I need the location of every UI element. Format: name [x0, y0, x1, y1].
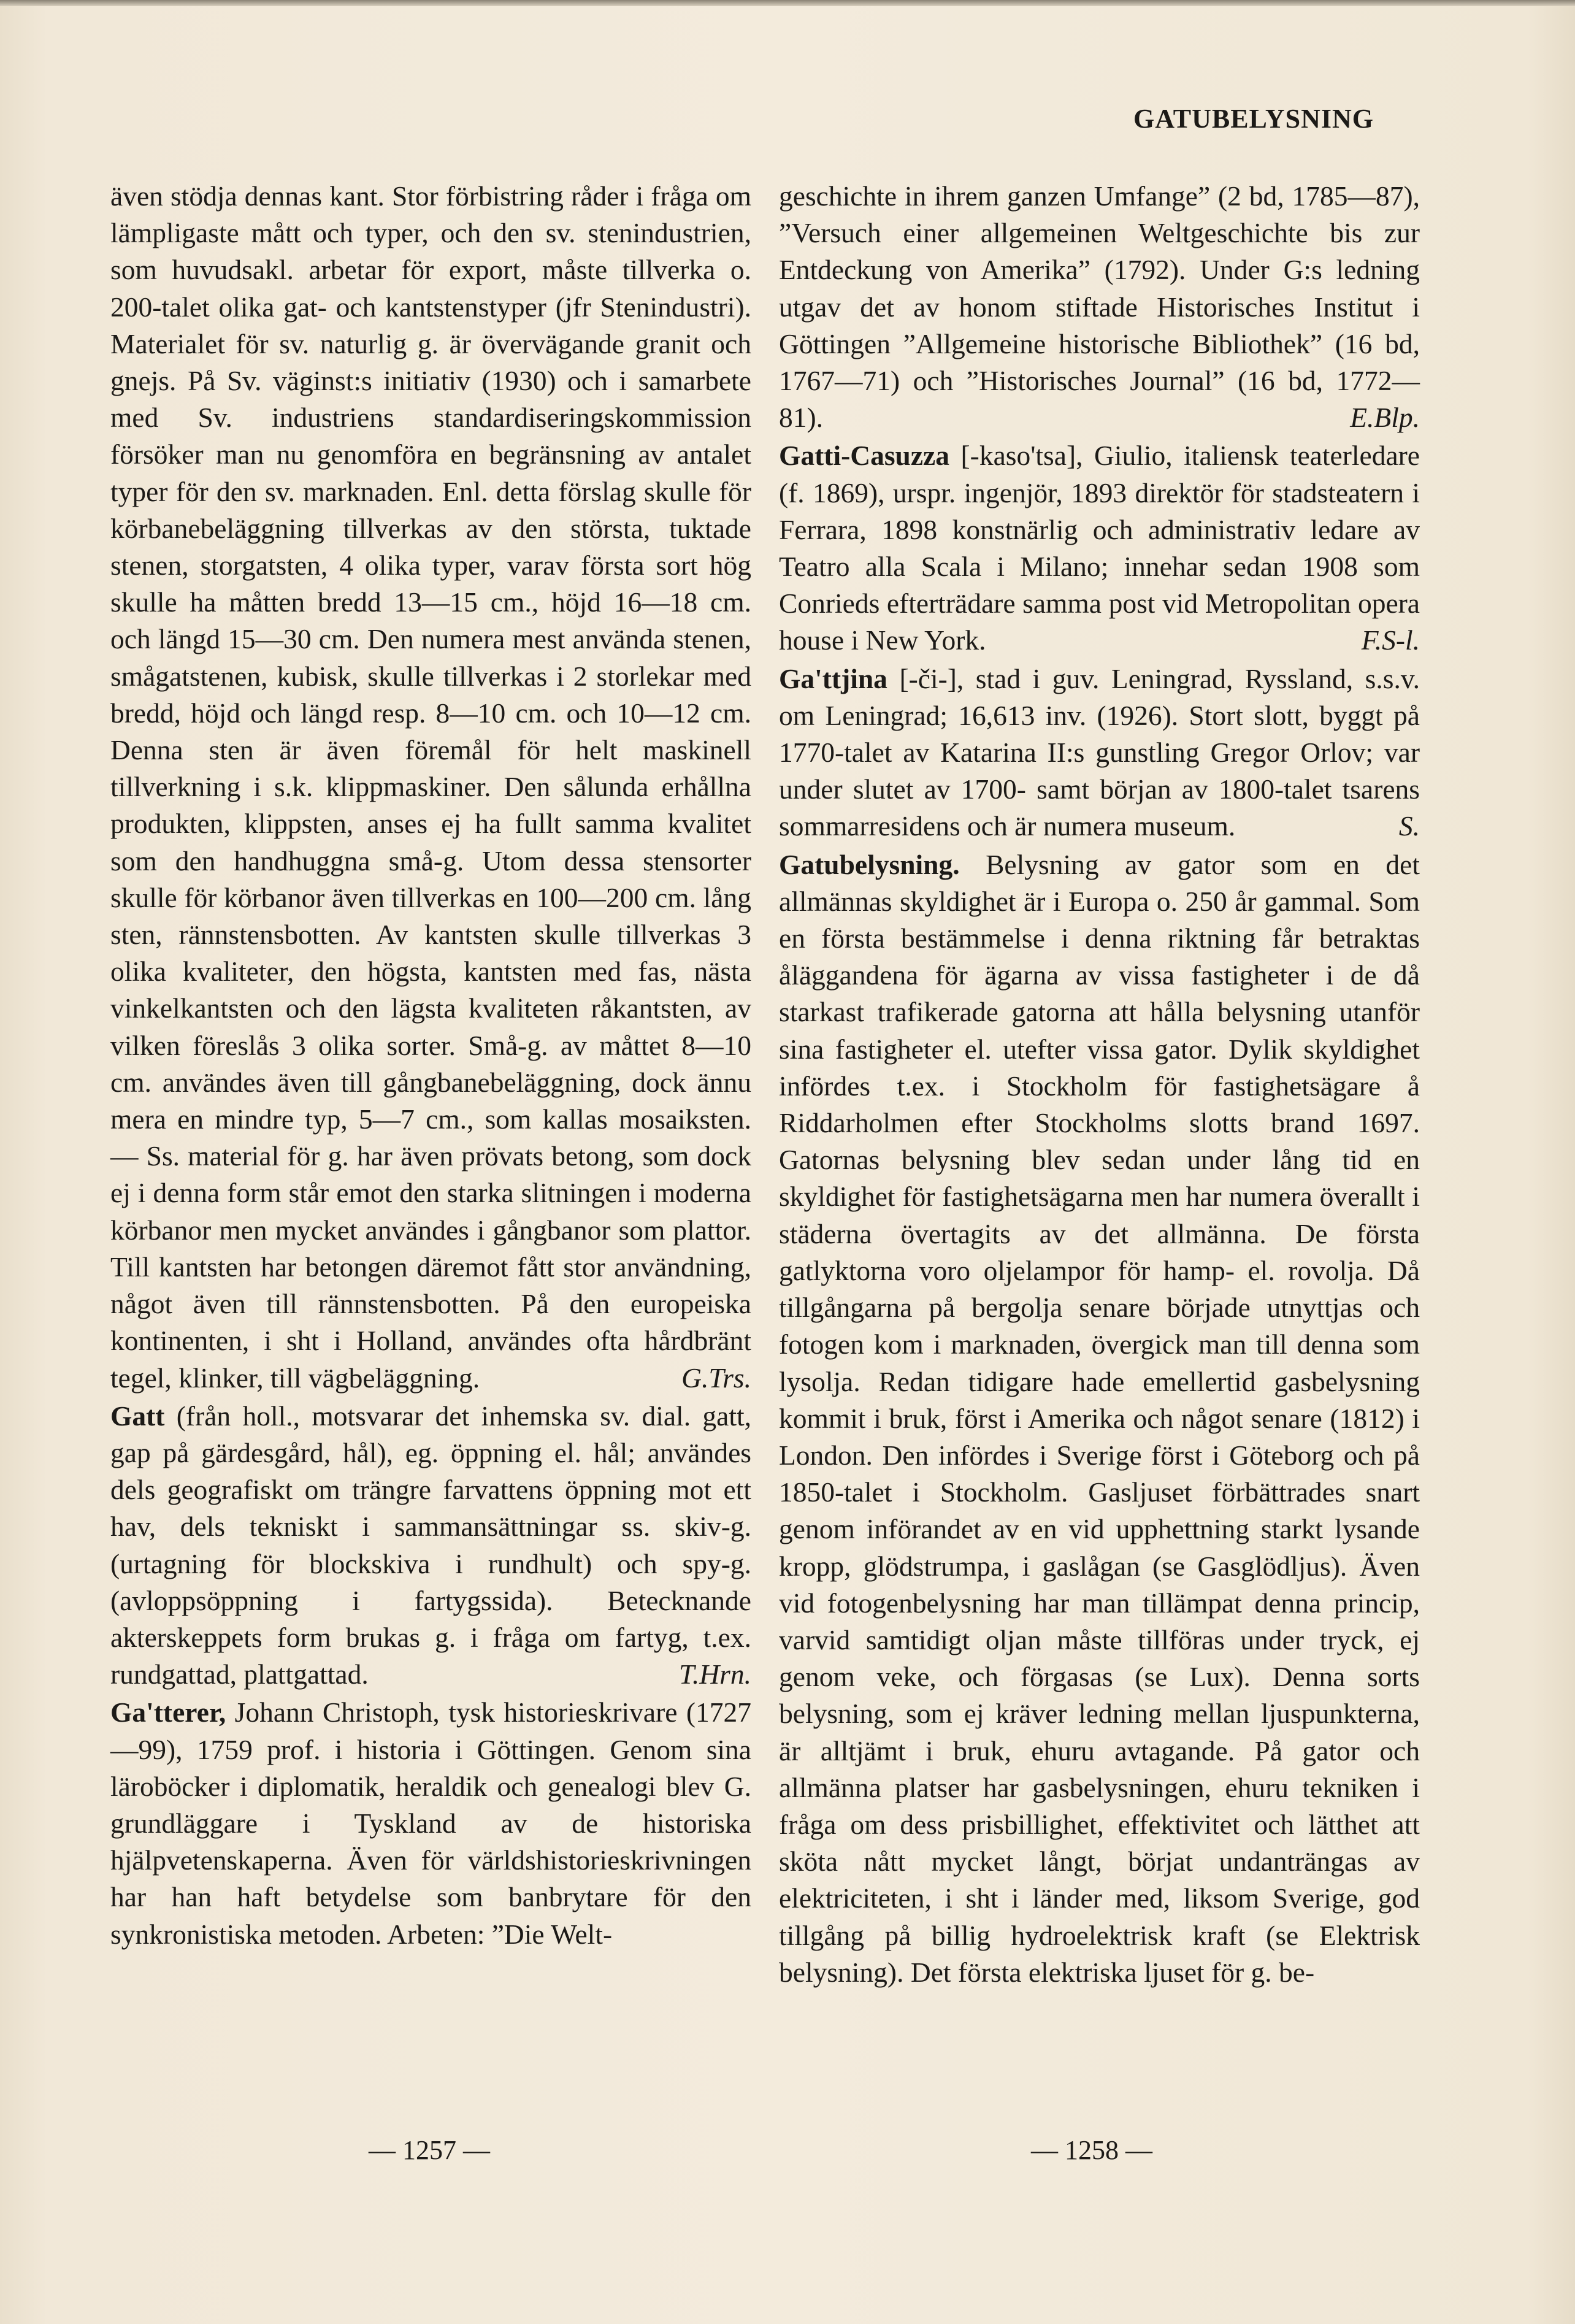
entry-text: Belysning av gator som en det allmännas skyldighet är i Europa o. 250 år gammal. Som en första bestämmelse i denna riktning får betraktas åläggandena för ägarna av vissa fastigheter i de då starkast trafikerade gatorna att hålla belysning utanför sina fastigheter el. utefter vissa gator. Dylik skyldighet infördes t.ex. i Stockholm för fastighetsägare å Riddarholmen efter Stockholms slotts brand 1697. Gatornas belysning blev sedan under lång tid en skyldighet för fastighetsägarna men har numera överallt i städerna övertagits av det allmänna. De första gatlyktorna voro oljelampor för hamp- el. rovolja. Då tillgångarna på bergolja senare började utnyttjas och fotogen kom i marknaden, övergick man till denna som lysolja. Redan tidigare hade emellertid gasbelysning kommit i bruk, först i Amerika och något senare (1812) i London. Den infördes i Sverige först i Göteborg och på 1850-talet i Stockholm. Gasljuset förbättrades snart genom införandet av en vid upphettning starkt lysande kropp, glödstrumpa, i gaslågan (se Gasglödljus). Även vid fotogenbelysning har man tillämpat denna princip, varvid samtidigt oljan måste tillföras under tryck, ej genom veke, och förgasas (se Lux). Denna sorts belysning, som ej kräver ledning mellan ljuspunkterna, är alltjämt i bruk, ehuru avtagande. På gator och allmänna platser har gasbelysningen, ehuru tekniken i fråga om dess prisbillighet, effektivitet och lätthet att sköta nått mycket långt, börjat undanträngas av elektriciteten, i sht i länder med, liksom Sverige, god tillgång på billig hydroelektrisk kraft (se Elektrisk belysning). Det första elektriska ljuset för g. be- — [779, 848, 1420, 1988]
entry-text: även stödja dennas kant. Stor förbistring råder i fråga om lämpligaste mått och typer, och den sv. stenindustrien, som huvudsakl. arbetar för export, måste tillverka o. 200-talet olika gat- och kantstenstyper (jfr Stenindustri). Materialet för sv. naturlig g. är övervägande granit och gnejs. På Sv. väginst:s initiativ (1930) och i samarbete med Sv. industriens standardiseringskommission försöker man nu genomföra en begränsning av antalet typer för den sv. marknaden. Enl. detta förslag skulle för körbanebeläggning tillverkas av den största, tuktade stenen, storgatsten, 4 olika typer, varav första sort hög skulle ha måtten bredd 13—15 cm., höjd 16—18 cm. och längd 15—30 cm. Den numera mest använda stenen, smågatstenen, kubisk, skulle tillverkas i 2 storlekar med bredd, höjd och längd resp. 8—10 cm. och 10—12 cm. Denna sten är även föremål för helt maskinell tillverkning i s.k. klippmaskiner. Den sålunda erhållna produkten, klippsten, anses ej ha fullt samma kvalitet som den handhuggna små-g. Utom dessa stensorter skulle för körbanor även tillverkas en 100—200 cm. lång sten, rännstensbotten. Av kantsten skulle tillverkas 3 olika kvaliteter, den högsta, kantsten med fas, nästa vinkelkantsten och den lägsta kvaliteten råkantsten, av vilken föreslås 3 olika sorter. Små-g. av måttet 8—10 cm. användes även till gångbanebeläggning, dock ännu mera en mindre typ, 5—7 cm., som kallas mosaiksten. — Ss. material för g. har även prövats betong, som dock ej i denna form står emot den starka slitningen i moderna körbanor men mycket användes i gångbanor som plattor. Till kantsten har betongen däremot fått stor användning, något även till rännstensbotten. På den europeiska kontinenten, i sht i Holland, användes ofta hårdbränt tegel, klinker, till vägbeläggning. — [110, 180, 751, 1394]
running-head: GATUBELYSNING — [1133, 104, 1374, 134]
page-number-left: — 1257 — — [369, 2135, 490, 2165]
right-column — [779, 178, 1420, 1991]
headword: Gatti-Casuzza — [779, 440, 949, 472]
headword: Ga'ttjina — [779, 662, 887, 694]
entry-text: geschichte in ihrem ganzen Umfange” (2 bd, 1785—87), ”Versuch einer allgemeinen Weltgeschichte bis zur Entdeckung von Amerika” (1792). Under G:s ledning utgav det av honom stiftade Historisches Institut i Göttingen ”Allgemeine historische Bibliothek” (16 bd, 1767—71) och ”Historisches Journal” (16 bd, 1772—81). — [779, 180, 1420, 434]
entry-text: Johann Christoph, tysk historieskrivare (1727—99), 1759 prof. i historia i Göttingen. Genom sina läroböcker i diplomatik, heraldik och genealogi blev G. grundläggare i Tyskland av de historiska hjälpvetenskaperna. Även för världshistorieskrivningen har han haft betydelse som banbrytare för den synkronistiska metoden. Arbeten: ”Die Welt- — [110, 1697, 751, 1950]
entry-gatterer — [110, 1694, 751, 1952]
entry-text: [-kaso'tsa], Giulio, italiensk teaterledare (f. 1869), urspr. ingenjör, 1893 direktör för stadsteatern i Ferrara, 1898 konstnärlig och administrativ ledare av Teatro alla Scala i Milano; innehar sedan 1908 som Conrieds efterträdare samma post vid Metropolitan opera house i New York. — [779, 440, 1420, 656]
headword: Gatubelysning. — [779, 848, 960, 880]
author-signature: S. — [1398, 810, 1420, 842]
headword: Gatt — [110, 1400, 165, 1432]
page-number-right: — 1258 — — [1031, 2135, 1152, 2165]
entry-continuation — [110, 178, 751, 1397]
author-signature: F.S-l. — [1361, 624, 1420, 656]
author-signature: T.Hrn. — [679, 1659, 751, 1690]
headword: Ga'tterer, — [110, 1697, 226, 1728]
author-signature: E.Blp. — [1350, 402, 1420, 434]
left-column — [110, 178, 751, 1953]
entry-gatt — [110, 1398, 751, 1693]
entry-gatubelysning — [779, 846, 1420, 1991]
page-top-edge — [0, 0, 1575, 6]
entry-text: [-či-], stad i guv. Leningrad, Ryssland, s.s.v. om Leningrad; 16,613 inv. (1926). Stort slott, byggt på 1770-talet av Katarina II:s gunstling Gregor Orlov; var under slutet av 1700- samt början av 1800-talet tsarens sommarresidens och är numera museum. — [779, 662, 1420, 842]
author-signature: G.Trs. — [681, 1362, 751, 1394]
entry-gatti-casuzza — [779, 437, 1420, 659]
entry-gattjina — [779, 661, 1420, 845]
entry-text: (från holl., motsvarar det inhemska sv. dial. gatt, gap på gärdesgård, hål), eg. öppning el. hål; användes dels geografiskt om trängre farvattens öppning mot ett hav, dels tekniskt i sammansättningar ss. skiv-g. (urtagning för blockskiva i rundhult) och spy-g. (avloppsöppning i fartygssida). Betecknande akterskeppets form brukas g. i fråga om fartyg, t.ex. rundgattad, plattgattad. — [110, 1400, 751, 1690]
entry-gatterer-continued — [779, 178, 1420, 436]
